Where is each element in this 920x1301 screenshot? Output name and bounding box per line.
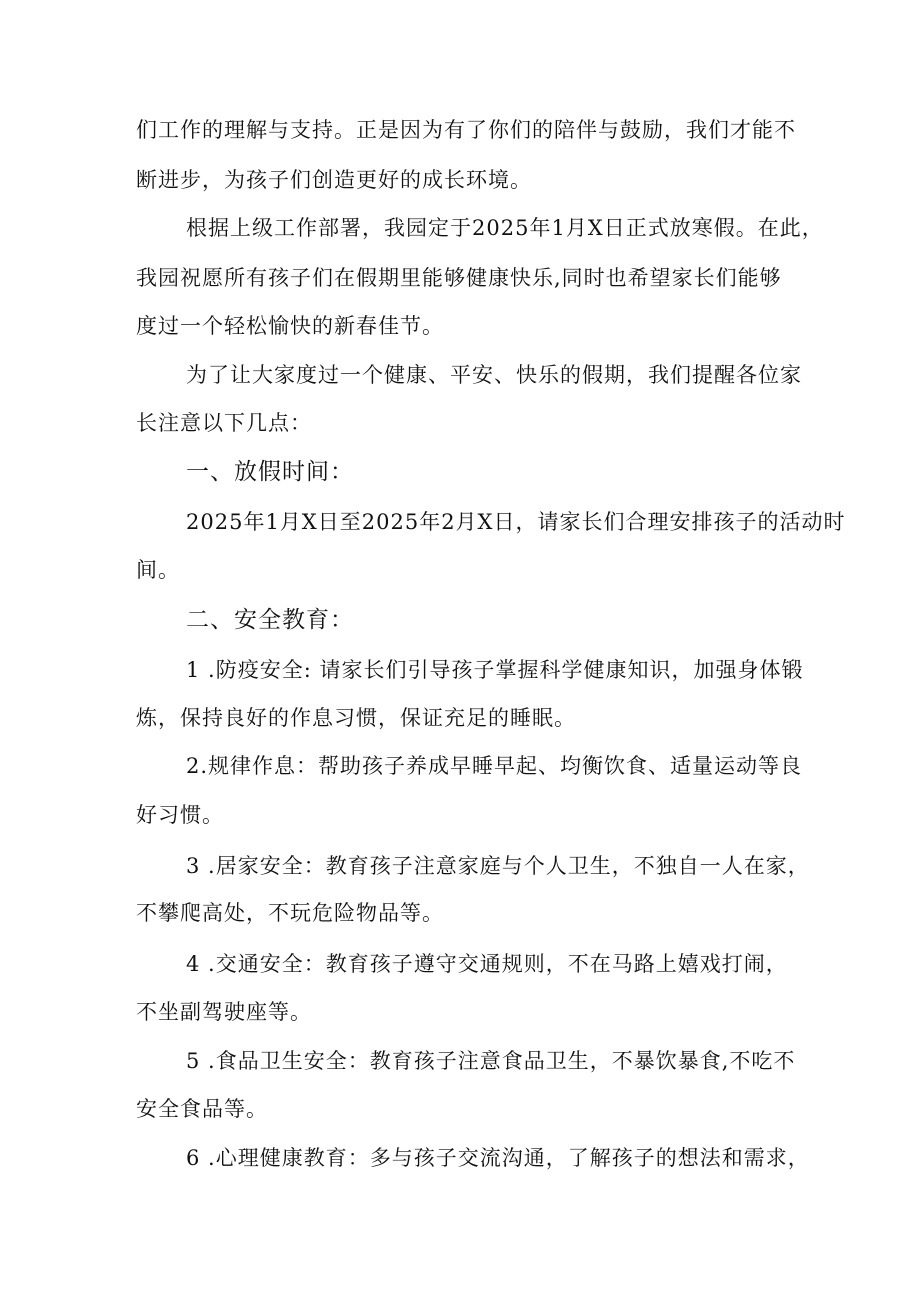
item-6-line-1: 6 .心理健康教育：多与孩子交流沟通，了解孩子的想法和需求， (186, 1146, 810, 1170)
item-1-line-1: 1 .防疫安全: 请家长们引导孩子掌握科学健康知识，加强身体锻 (186, 658, 804, 682)
item-4-line-2: 不坐副驾驶座等。 (136, 1000, 312, 1024)
item-3-line-2: 不攀爬高处，不玩危险物品等。 (136, 901, 444, 925)
paragraph-1-line-2: 断进步，为孩子们创造更好的成长环境。 (136, 168, 532, 192)
item-5-line-2: 安全食品等。 (136, 1097, 268, 1121)
paragraph-3-line-1: 为了让大家度过一个健康、平安、快乐的假期，我们提醒各位家 (186, 363, 802, 387)
paragraph-3-line-2: 长注意以下几点： (136, 411, 312, 435)
section-1-line-1: 2025年1月X日至2025年2月X日，请家长们合理安排孩子的活动时 (186, 510, 846, 534)
item-2-line-1: 2.规律作息：帮助孩子养成早睡早起、均衡饮食、适量运动等良 (186, 754, 803, 778)
section-1-line-2: 间。 (136, 558, 180, 582)
paragraph-2-line-3: 度过一个轻松愉快的新春佳节。 (136, 314, 444, 338)
paragraph-2-line-1: 根据上级工作部署，我园定于2025年1月X日正式放寒假。在此， (186, 216, 824, 240)
paragraph-2-line-2: 我园祝愿所有孩子们在假期里能够健康快乐,同时也希望家长们能够 (136, 266, 782, 290)
item-3-line-1: 3 .居家安全：教育孩子注意家庭与个人卫生，不独自一人在家， (186, 854, 810, 878)
item-4-line-1: 4 .交通安全：教育孩子遵守交通规则，不在马路上嬉戏打闹， (186, 952, 788, 976)
item-2-line-2: 好习惯。 (136, 803, 224, 827)
section-2-heading: 二、安全教育： (186, 607, 354, 633)
item-1-line-2: 炼，保持良好的作息习惯，保证充足的睡眠。 (136, 706, 576, 730)
paragraph-1-line-1: 们工作的理解与支持。正是因为有了你们的陪伴与鼓励，我们才能不 (136, 118, 796, 142)
item-5-line-1: 5 .食品卫生安全：教育孩子注意食品卫生，不暴饮暴食,不吃不 (186, 1049, 796, 1073)
section-1-heading: 一、放假时间： (186, 459, 354, 485)
